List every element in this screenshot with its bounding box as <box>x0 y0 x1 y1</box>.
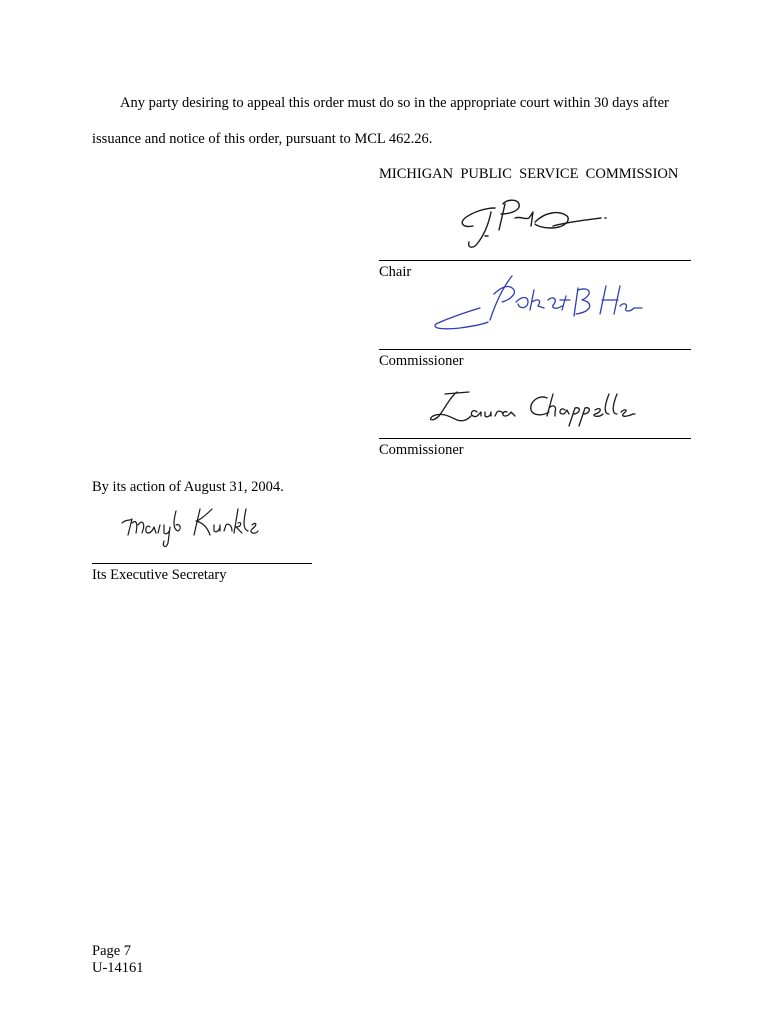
commissioner-1-signature-line <box>379 349 691 350</box>
commissioner-2-title: Commissioner <box>379 442 464 458</box>
page-number: Page 7 <box>92 943 132 959</box>
chair-signature-line <box>379 260 691 261</box>
case-number: U-14161 <box>92 960 144 976</box>
appeal-paragraph-line-1: Any party desiring to appeal this order must do so in the appropriate court within 30 days after <box>120 95 669 111</box>
action-statement: By its action of August 31, 2004. <box>92 479 284 495</box>
chair-signature <box>455 196 615 252</box>
chair-title: Chair <box>379 264 412 280</box>
appeal-paragraph-line-2: issuance and notice of this order, pursuant to MCL 462.26. <box>92 131 433 147</box>
executive-secretary-title: Its Executive Secretary <box>92 567 227 583</box>
executive-secretary-signature <box>118 505 258 549</box>
executive-secretary-signature-line <box>92 563 312 564</box>
commissioner-1-title: Commissioner <box>379 353 464 369</box>
commission-name: MICHIGAN PUBLIC SERVICE COMMISSION <box>379 166 679 182</box>
commissioner-2-signature <box>425 386 635 428</box>
commissioner-2-signature-line <box>379 438 691 439</box>
commissioner-1-signature <box>430 272 645 334</box>
